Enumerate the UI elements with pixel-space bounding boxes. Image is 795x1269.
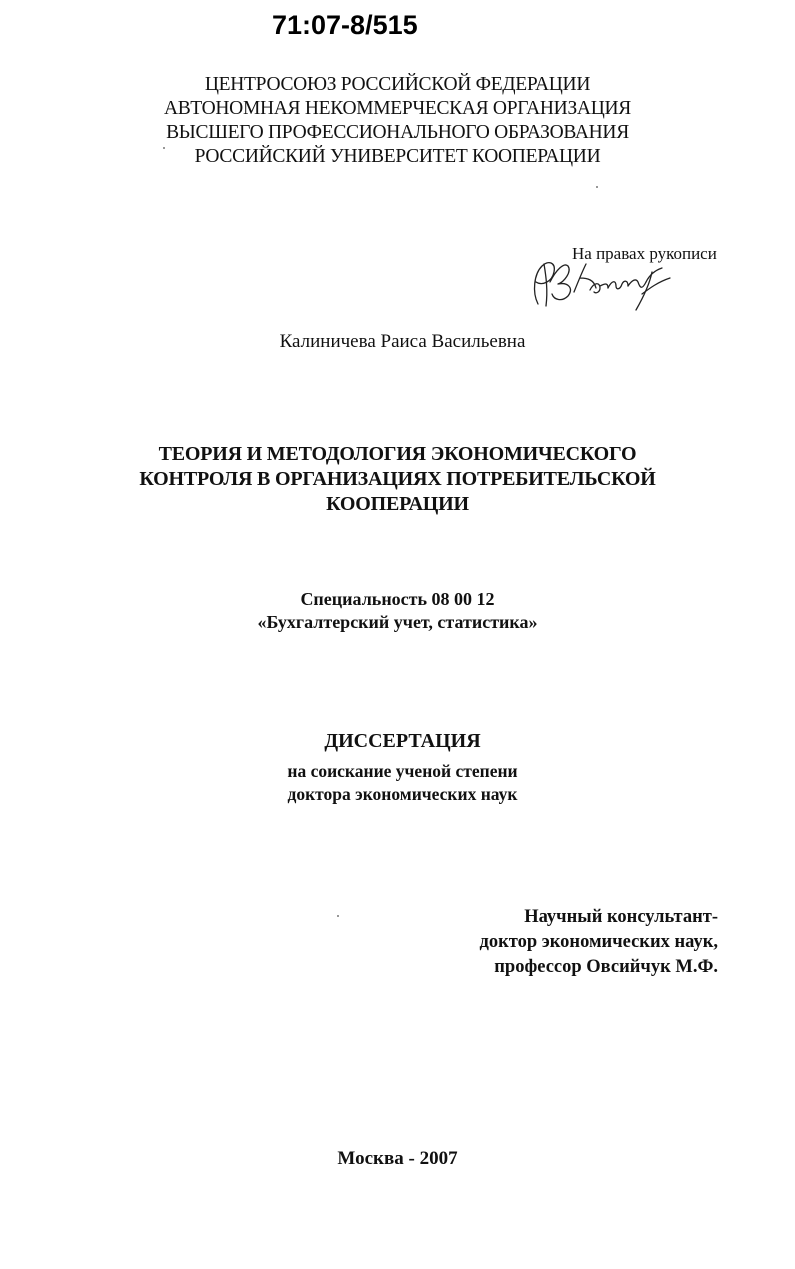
scan-speck — [337, 915, 339, 917]
dissertation-heading: ДИССЕРТАЦИЯ — [324, 730, 481, 752]
degree-line: доктора экономических наук — [287, 784, 518, 804]
degree-line: на соискание ученой степени — [287, 761, 518, 781]
advisor-line: профессор Овсийчук М.Ф. — [494, 957, 718, 977]
advisor-line: Научный консультант- — [524, 907, 718, 927]
advisor-line: доктор экономических наук, — [479, 932, 718, 952]
title-line: КООПЕРАЦИИ — [326, 493, 469, 515]
title-line: КОНТРОЛЯ В ОРГАНИЗАЦИЯХ ПОТРЕБИТЕЛЬСКОЙ — [139, 468, 656, 490]
organization-line: АВТОНОМНАЯ НЕКОММЕРЧЕСКАЯ ОРГАНИЗАЦИЯ — [164, 98, 631, 119]
specialty-block — [0, 588, 795, 634]
manuscript-note: На правах рукописи — [572, 244, 717, 263]
organization-header — [0, 73, 795, 169]
archive-stamp-code: 71:07-8/515 — [272, 10, 418, 40]
author-name: Калиничева Раиса Васильевна — [279, 331, 526, 352]
organization-line: ЦЕНТРОСОЮЗ РОССИЙСКОЙ ФЕДЕРАЦИИ — [204, 74, 591, 95]
organization-line: ВЫСШЕГО ПРОФЕССИОНАЛЬНОГО ОБРАЗОВАНИЯ — [166, 122, 629, 143]
scan-speck — [163, 147, 165, 149]
degree-description — [0, 760, 795, 806]
scientific-advisor — [479, 905, 718, 980]
title-line: ТЕОРИЯ И МЕТОДОЛОГИЯ ЭКОНОМИЧЕСКОГО — [158, 443, 637, 465]
organization-line: РОССИЙСКИЙ УНИВЕРСИТЕТ КООПЕРАЦИИ — [194, 146, 601, 167]
scan-speck — [596, 186, 598, 188]
specialty-code: Специальность 08 00 12 — [300, 589, 495, 609]
handwritten-signature — [524, 252, 684, 312]
specialty-name: «Бухгалтерский учет, статистика» — [257, 612, 538, 632]
dissertation-title — [0, 442, 795, 517]
city-year: Москва - 2007 — [337, 1148, 458, 1169]
